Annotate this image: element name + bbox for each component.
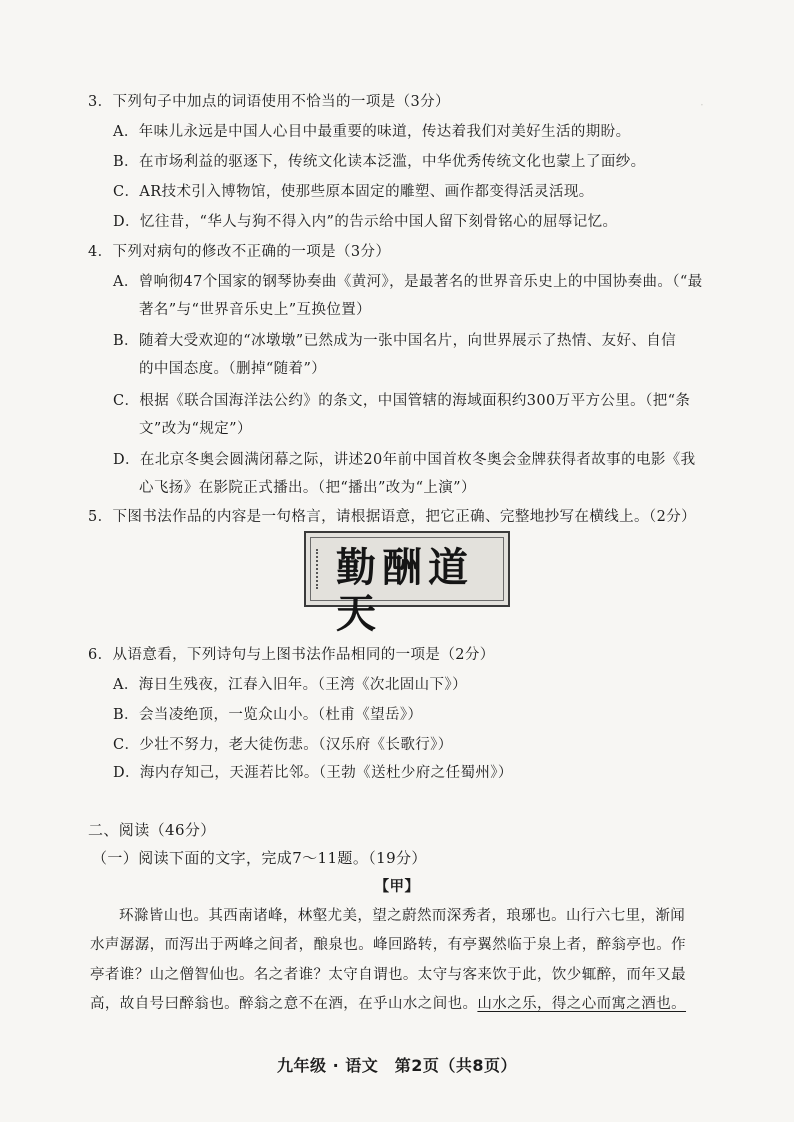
- question-4-option-d: D．在北京冬奥会圆满闭幕之际，讲述20年前中国首枚冬奥会金牌获得者故事的电影《我: [113, 452, 696, 468]
- subsection-title: （一）阅读下面的文字，完成7～11题。（19分）: [92, 849, 427, 867]
- question-3-stem: 3．下列句子中加点的词语使用不恰当的一项是（3分）: [88, 94, 450, 110]
- question-4-option-b: B．随着大受欢迎的“冰墩墩”已然成为一张中国名片，向世界展示了热情、友好、自信: [113, 333, 677, 349]
- passage-line-1: 环滁皆山也。其西南诸峰，林壑尤美，望之蔚然而深秀者，琅琊也。山行六七里，渐闻: [119, 908, 686, 924]
- question-3-option-a: A．年味儿永远是中国人心目中最重要的味道，传达着我们对美好生活的期盼。: [113, 124, 631, 140]
- question-4-option-d-cont: 心飞扬》在影院正式播出。（把“播出”改为“上演”）: [139, 480, 476, 496]
- passage-label: 【甲】: [374, 878, 420, 895]
- question-3-option-d: D．忆往昔，“华人与狗不得入内”的告示给中国人留下刻骨铭心的屈辱记忆。: [113, 214, 618, 230]
- section-title: 二、阅读（46分）: [88, 821, 216, 839]
- question-4-option-b-cont: 的中国态度。（删掉“随着”）: [139, 361, 327, 377]
- calligraphy-text: 勤酬道天: [336, 544, 474, 637]
- passage-line-4-text: 高，故自号曰醉翁也。醉翁之意不在酒，在乎山水之间也。: [90, 996, 478, 1012]
- passage-line-3: 亭者谁？山之僧智仙也。名之者谁？太守自谓也。太守与客来饮于此，饮少辄醉，而年又最: [90, 967, 686, 983]
- question-6-option-d: D．海内存知己，天涯若比邻。（王勃《送杜少府之任蜀州》）: [113, 765, 513, 781]
- question-5-stem: 5．下图书法作品的内容是一句格言，请根据语意，把它正确、完整地抄写在横线上。（2分）: [88, 509, 696, 525]
- question-4-option-c: C．根据《联合国海洋法公约》的条文，中国管辖的海域面积约300万平方公里。（把“条: [113, 393, 691, 409]
- calligraphy-artwork: [304, 531, 510, 637]
- question-4-option-a-cont: 著名”与“世界音乐史上”互换位置）: [139, 302, 372, 318]
- question-6-option-b: B．会当凌绝顶，一览众山小。（杜甫《望岳》）: [113, 707, 423, 723]
- question-6-option-a: A．海日生残夜，江春入旧年。（王湾《次北固山下》）: [113, 677, 467, 693]
- passage-line-4: [90, 994, 686, 1014]
- question-4-option-c-cont: 文”改为“规定”）: [139, 421, 252, 437]
- question-6-stem: 6．从语意看，下列诗句与上图书法作品相同的一项是（2分）: [88, 647, 495, 663]
- passage-line-2: 水声潺潺，而泻出于两峰之间者，酿泉也。峰回路转，有亭翼然临于泉上者，醉翁亭也。作: [90, 937, 686, 953]
- question-4-option-a: A．曾响彻47个国家的钢琴协奏曲《黄河》，是最著名的世界音乐史上的中国协奏曲。（“最: [113, 274, 703, 290]
- question-3-option-c: C．AR技术引入博物馆，使那些原本固定的雕塑、画作都变得活灵活现。: [113, 184, 594, 200]
- underlined-sentence: 山水之乐，得之心而寓之酒也。: [477, 996, 687, 1012]
- bleed-through-mark: ·: [700, 98, 704, 112]
- artist-signature-mark: [316, 549, 328, 589]
- question-4-stem: 4．下列对病句的修改不正确的一项是（3分）: [88, 244, 391, 260]
- question-6-option-c: C．少壮不努力，老大徒伤悲。（汉乐府《长歌行》）: [113, 737, 453, 753]
- question-3-option-b: B．在市场利益的驱逐下，传统文化读本泛滥，中华优秀传统文化也蒙上了面纱。: [113, 154, 646, 170]
- page-footer: 九年级 · 语文 第2页（共8页）: [277, 1056, 517, 1075]
